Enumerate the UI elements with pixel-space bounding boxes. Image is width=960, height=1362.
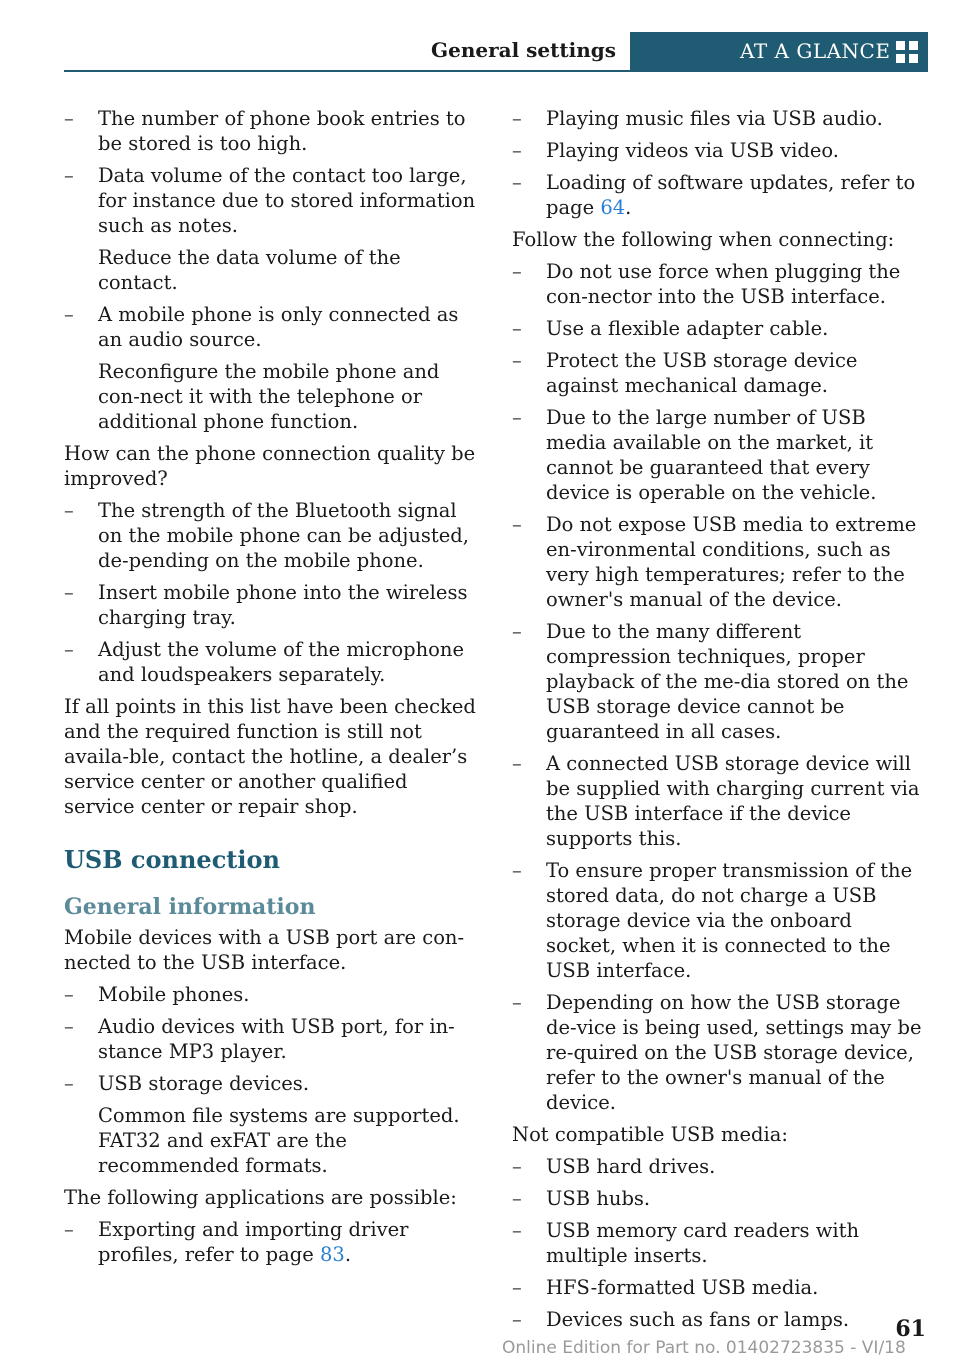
grid-icon: [896, 41, 918, 63]
page-number: 61: [895, 1316, 926, 1342]
list-item: – The strength of the Bluetooth signal on the mobile phone can be adjusted, de‐pending on the mobile phone.: [64, 499, 469, 572]
list-item: – USB memory card readers with multiple inserts.: [512, 1219, 860, 1267]
header-chapter-box: [630, 32, 928, 72]
list-item: – Do not expose USB media to extreme en‐vironmental conditions, such as very high temperatures; refer to the owner's manual of the device.: [512, 513, 917, 611]
header-rule: [64, 70, 928, 72]
page-link-83[interactable]: 83: [319, 1243, 345, 1266]
paragraph: The following applications are possible:: [64, 1186, 457, 1209]
list-item: – Playing music files via USB audio.: [512, 107, 883, 130]
paragraph: Follow the following when connecting:: [512, 228, 895, 251]
page-footer: [0, 1316, 960, 1356]
list-item: – A mobile phone is only connected as an audio source.: [64, 303, 459, 351]
page-header: [64, 32, 928, 72]
header-section-title: General settings: [431, 38, 616, 62]
page-link-64[interactable]: 64: [600, 196, 626, 219]
left-column: [64, 106, 480, 1274]
list-item-note: Reconfigure the mobile phone and con‐nect it with the telephone or additional phone function.: [98, 360, 440, 433]
subheading-general-information: General information: [64, 894, 316, 920]
list-item: – Playing videos via USB video.: [512, 139, 839, 162]
list-item: – Due to the large number of USB media available on the market, it cannot be guaranteed that every device is operable on the vehicle.: [512, 406, 877, 504]
list-item: – USB hard drives.: [512, 1155, 716, 1178]
list-item: – Mobile phones.: [64, 983, 250, 1006]
list-item: – Audio devices with USB port, for in‐stance MP3 player.: [64, 1015, 455, 1063]
list-item: – Protect the USB storage device against mechanical damage.: [512, 349, 858, 397]
list-item: – Exporting and importing driver profiles, refer to page 83.: [64, 1218, 409, 1266]
right-column: [512, 106, 928, 1339]
paragraph: Mobile devices with a USB port are con‐nected to the USB interface.: [64, 926, 465, 974]
list-item-note: Common file systems are supported. FAT32 and exFAT are the recommended formats.: [98, 1104, 460, 1177]
header-chapter-label: AT A GLANCE: [740, 39, 891, 63]
list-item: – Use a flexible adapter cable.: [512, 317, 829, 340]
list-item: – Insert mobile phone into the wireless charging tray.: [64, 581, 468, 629]
list-item: – Adjust the volume of the microphone and loudspeakers separately.: [64, 638, 465, 686]
list-item: – USB hubs.: [512, 1187, 651, 1210]
list-item: – Loading of software updates, refer to page 64.: [512, 171, 916, 219]
section-heading-usb-connection: USB connection: [64, 845, 280, 874]
paragraph: Not compatible USB media:: [512, 1123, 788, 1146]
list-item: – Data volume of the contact too large, for instance due to stored information such as notes.: [64, 164, 476, 237]
list-item: – HFS-formatted USB media.: [512, 1276, 819, 1299]
list-item: – USB storage devices.: [64, 1072, 310, 1095]
list-item: – Due to the many different compression techniques, proper playback of the me‐dia stored on the USB storage device cannot be guaranteed in all cases.: [512, 620, 909, 743]
list-item-note: Reduce the data volume of the contact.: [98, 246, 401, 294]
edition-note: Online Edition for Part no. 01402723835 - VI/18: [502, 1338, 906, 1358]
paragraph: How can the phone connection quality be improved?: [64, 442, 476, 490]
list-item: – To ensure proper transmission of the stored data, do not charge a USB storage device via the onboard socket, when it is connected to the USB interface.: [512, 859, 913, 982]
list-item: – Do not use force when plugging the con‐nector into the USB interface.: [512, 260, 901, 308]
list-item: – The number of phone book entries to be stored is too high.: [64, 107, 466, 155]
list-item: – Devices such as fans or lamps.: [512, 1308, 850, 1331]
paragraph: If all points in this list have been checked and the required function is still not availa‐ble, contact the hotline, a dealer’s service center or another qualified service center or repair shop.: [64, 695, 476, 818]
list-item: – Depending on how the USB storage de‐vice is being used, settings may be re‐quired on the USB storage device, refer to the owner's manual of the device.: [512, 991, 922, 1114]
list-item: – A connected USB storage device will be supplied with charging current via the USB interface if the device supports this.: [512, 752, 920, 850]
